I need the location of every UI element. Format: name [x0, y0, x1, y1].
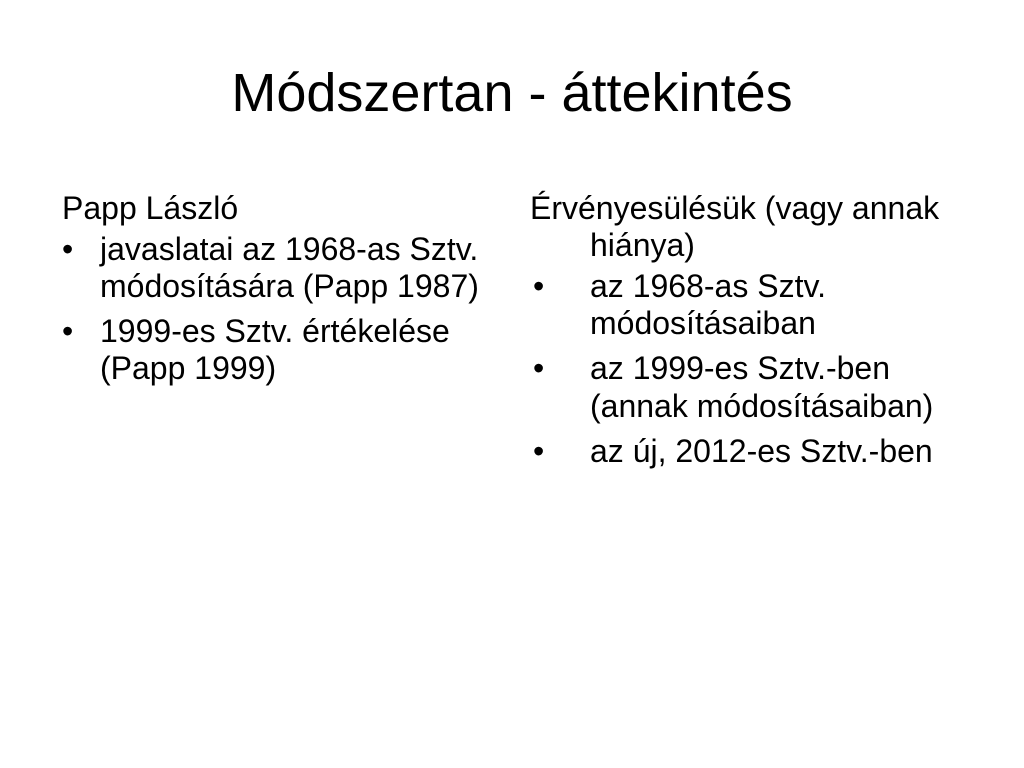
list-item-text: javaslatai az 1968-as Sztv. módosítására (Papp 1987) [100, 231, 479, 305]
bullet-icon: • [62, 313, 74, 350]
bullet-icon: • [533, 350, 545, 387]
bullet-icon: • [533, 268, 545, 305]
list-item [530, 350, 970, 424]
list-item [62, 313, 502, 387]
list-item-text: 1999-es Sztv. értékelése (Papp 1999) [100, 313, 450, 387]
list-item-text: az új, 2012-es Sztv.-ben [590, 432, 933, 469]
right-column-heading: Érvényesülésük (vagy annak hiánya) [530, 190, 940, 264]
list-item [530, 268, 970, 342]
right-bullet-list [530, 268, 970, 470]
left-column [62, 190, 502, 396]
list-item-text: az 1999-es Sztv.-ben (annak módosításaiban) [590, 350, 934, 424]
right-column [530, 190, 970, 478]
slide-title: Módszertan - áttekintés [231, 63, 793, 123]
left-bullet-list [62, 231, 502, 387]
list-item-text: az 1968-as Sztv. módosításaiban [590, 268, 826, 342]
bullet-icon: • [533, 432, 545, 469]
bullet-icon: • [62, 231, 74, 268]
left-column-heading: Papp László [62, 190, 239, 226]
list-item [530, 433, 970, 470]
list-item [62, 231, 502, 305]
